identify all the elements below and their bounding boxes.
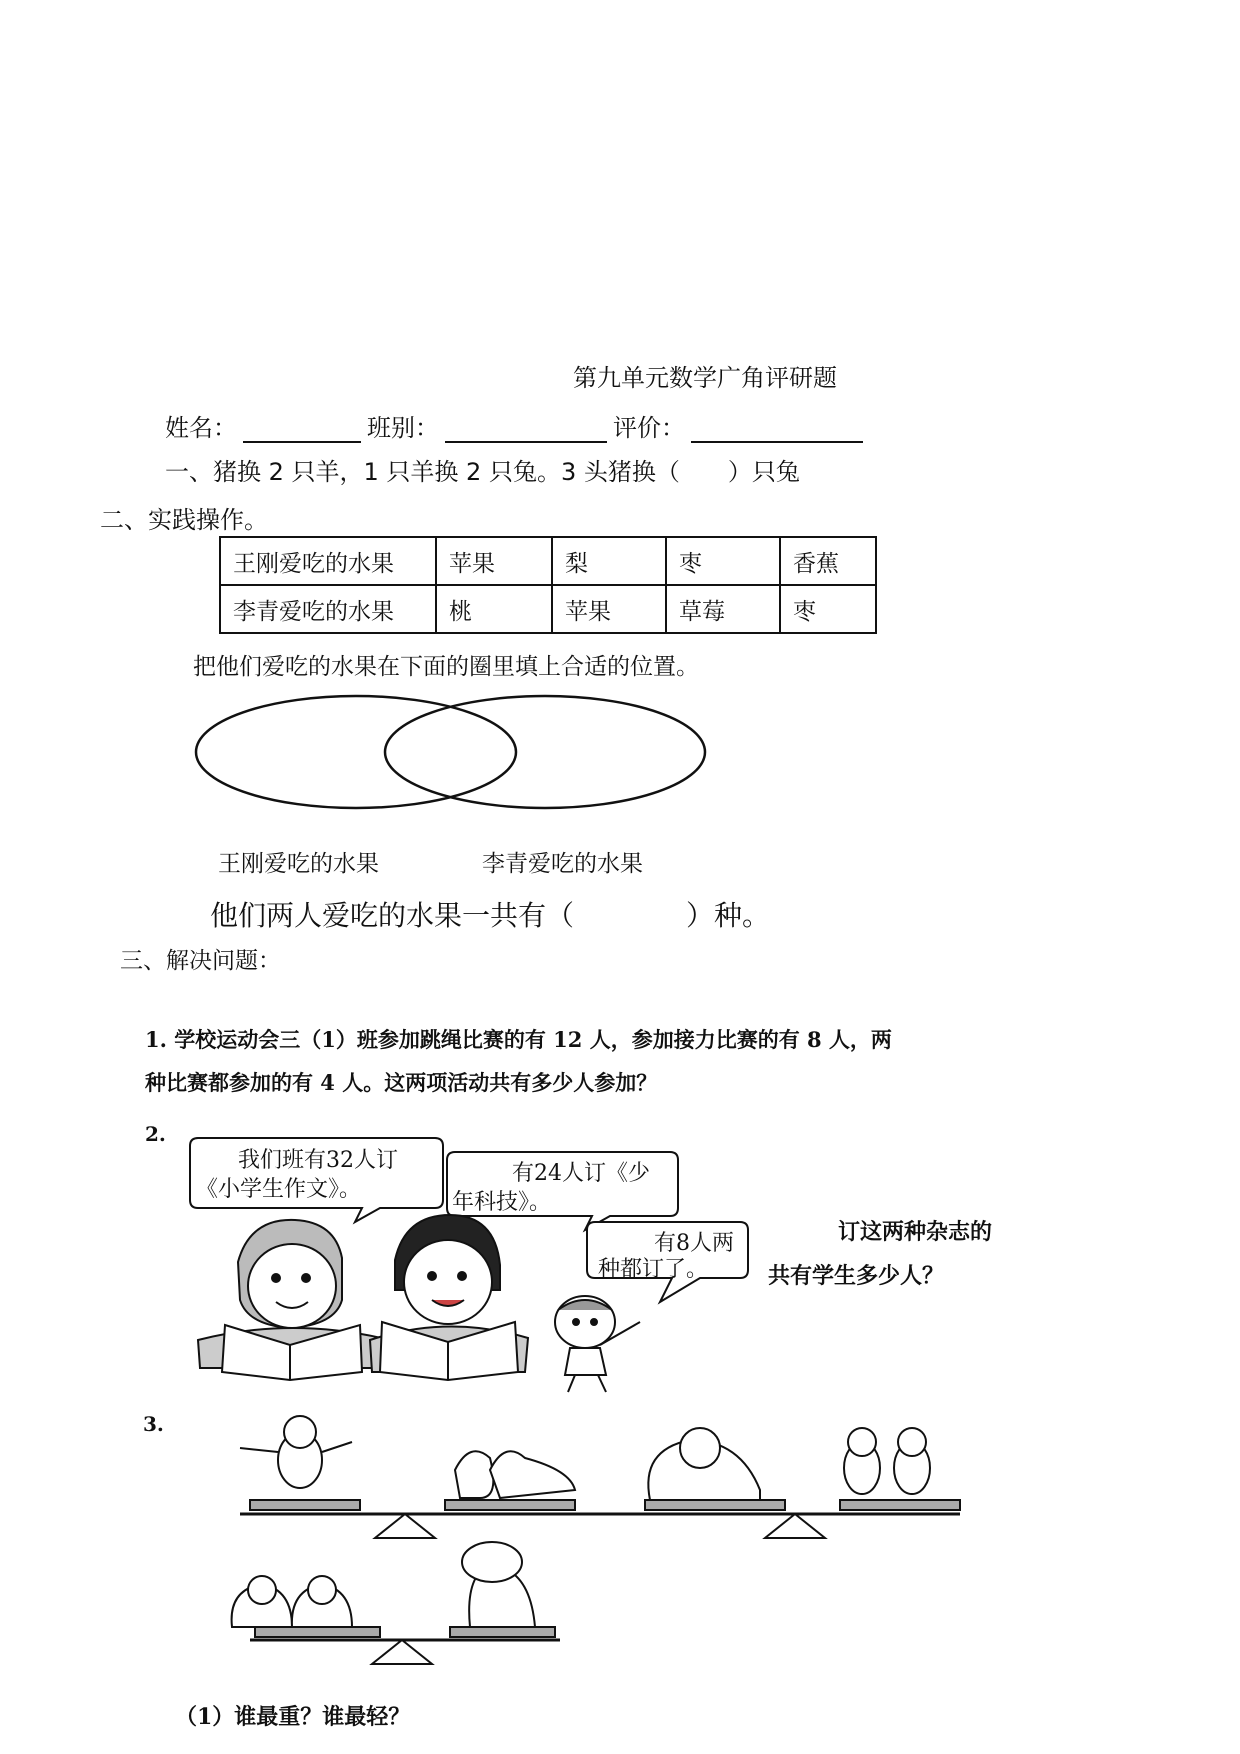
balance-scale-2 [638,1428,960,1538]
bubble-2-line-2: 年科技》。 [452,1190,552,1215]
section-3-heading: 三、解决问题： [120,948,281,974]
girl-reading-illustration [370,1215,528,1380]
table-cell: 梨 [552,537,666,585]
table-cell: 苹果 [436,537,552,585]
balance-scale-3 [232,1542,560,1664]
problem-3-sub-question-1: （1）谁最重？谁最轻？ [175,1704,411,1730]
bubble-3-line-2: 种都订了。 [598,1257,709,1282]
table-cell: 香蕉 [780,537,876,585]
venn-right-label: 李青爱吃的水果 [482,851,643,877]
bubble-3-line-1: 有8人两 [654,1231,734,1256]
venn-right-circle [385,696,705,808]
problem-1-line-2: 种比赛都参加的有 4 人。这两项活动共有多少人参加？ [145,1070,658,1095]
problem-2-question [768,1210,992,1298]
cartoon-kid-illustration [555,1296,640,1392]
problem-2-question-line-1: 订这两种杂志的 [838,1219,993,1245]
table-cell: 枣 [666,537,780,585]
problem-3-number: 3. [143,1412,164,1436]
problem-1-line-1: 1. 学校运动会三（1）班参加跳绳比赛的有 12 人，参加接力比赛的有 8 人，两 [145,1027,892,1052]
problem-2-question-line-2: 共有学生多少人？ [768,1263,945,1289]
bubble-1-line-1: 我们班有32人订 [238,1148,398,1173]
table-cell: 草莓 [666,585,780,633]
page-title: 第九单元数学广角评研题 [573,364,837,392]
problem-1 [145,1018,892,1104]
balance-scale-1 [240,1416,640,1538]
table-cell: 李青爱吃的水果 [220,585,436,633]
table-cell: 苹果 [552,585,666,633]
venn-left-label: 王刚爱吃的水果 [218,851,379,877]
bubble-2-line-1: 有24人订《少 [512,1161,650,1186]
boy-reading-illustration [198,1220,390,1380]
venn-instruction: 把他们爱吃的水果在下面的圈里填上合适的位置。 [193,654,699,680]
table-cell: 桃 [436,585,552,633]
table-cell: 枣 [780,585,876,633]
problem-2-number: 2. [145,1122,166,1146]
section-2-heading: 二、实践操作。 [100,506,268,534]
eval-label: 评价： [613,414,685,442]
class-label: 班别： [367,414,439,442]
venn-left-circle [196,696,516,808]
bubble-1-line-2: 《小学生作文》。 [196,1177,362,1202]
name-label: 姓名： [165,414,237,442]
total-fruits-question: 他们两人爱吃的水果一共有（ ）种。 [210,899,771,932]
table-cell: 王刚爱吃的水果 [220,537,436,585]
question-1: 一、猪换 2 只羊，1 只羊换 2 只兔。3 头猪换（ ）只兔 [165,458,800,486]
